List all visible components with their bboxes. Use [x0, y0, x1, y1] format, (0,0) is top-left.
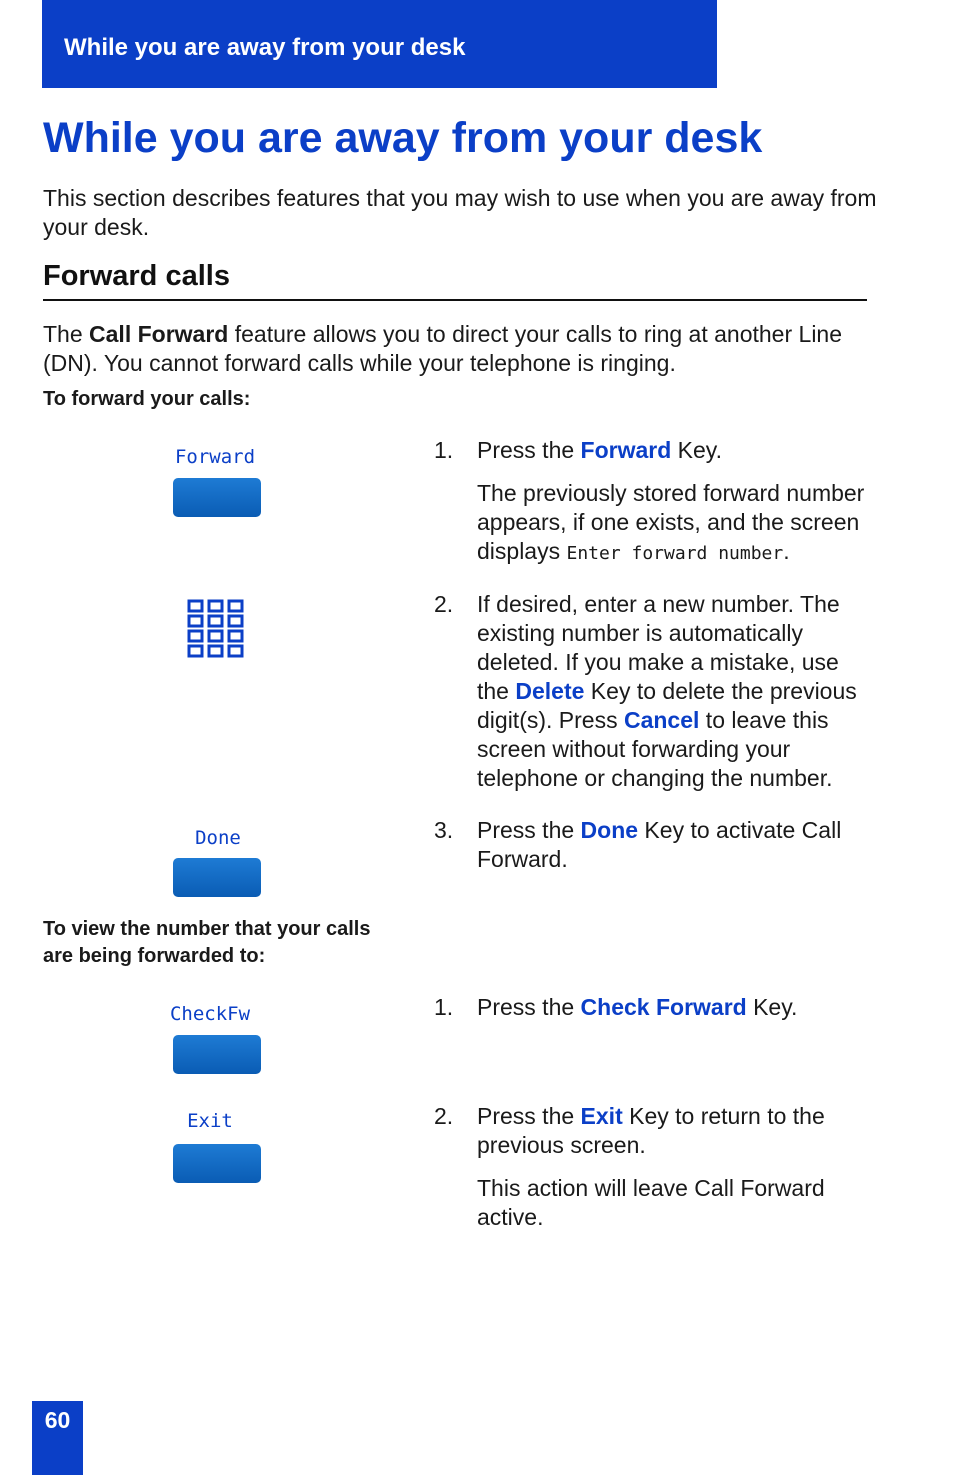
page-number-tab — [32, 1401, 83, 1475]
exit-softkey-label: Exit — [187, 1110, 233, 1132]
done-key-ref: Done — [580, 817, 639, 843]
forward-key-ref: Forward — [580, 437, 672, 463]
done-softkey-label: Done — [195, 827, 241, 849]
forward-softkey-label: Forward — [174, 446, 256, 468]
section-divider — [43, 299, 867, 301]
checkfw-softkey[interactable] — [173, 1035, 261, 1074]
display-prompt: Enter forward number — [566, 543, 784, 564]
procedure-label-view: To view the number that your calls are being forwarded to: — [43, 918, 371, 967]
running-header — [42, 0, 717, 88]
intro-paragraph: This section describes features that you may wish to use when you are away from your desk. — [43, 185, 877, 240]
running-header-title: While you are away from your desk — [64, 34, 466, 61]
call-forward-term: Call Forward — [89, 321, 229, 347]
step-1-forward: 1. Press the Forward Key. The previously stored forward number appears, if one exists, and the screen displays Enter forward number. — [434, 437, 865, 564]
dialpad-icon — [186, 598, 248, 665]
section-heading: Forward calls — [43, 260, 230, 292]
step-2-enter-number: 2. If desired, enter a new number. The existing number is automatically deleted. If you make a mistake, use the Delete Key to delete the previous digit(s). Press Cancel to leave this screen without forwarding your telephone or changing the number. — [434, 591, 857, 791]
exit-note: This action will leave Call Forward active. — [477, 1175, 825, 1230]
exit-key-ref: Exit — [580, 1103, 623, 1129]
done-softkey[interactable] — [173, 858, 261, 897]
page-number: 60 — [44, 1407, 71, 1433]
view-step-2-exit: 2. Press the Exit Key to return to the previous screen. This action will leave Call Forward active. — [434, 1102, 874, 1242]
checkfw-softkey-label: CheckFw — [169, 1003, 251, 1025]
forward-softkey[interactable] — [173, 478, 261, 517]
procedure-label-forward: To forward your calls: — [43, 388, 251, 410]
check-forward-key-ref: Check Forward — [580, 994, 747, 1020]
exit-softkey[interactable] — [173, 1144, 261, 1183]
delete-key-ref: Delete — [515, 678, 585, 704]
step-3-done: 3. Press the Done Key to activate Call Forward. — [434, 817, 842, 872]
call-forward-description: The Call Forward feature allows you to direct your calls to ring at another Line (DN). You cannot forward calls while your telephone is ringing. — [43, 321, 843, 376]
view-step-1-check-forward: 1. Press the Check Forward Key. — [434, 994, 798, 1020]
page-title: While you are away from your desk — [43, 114, 763, 162]
cancel-key-ref: Cancel — [623, 707, 700, 733]
